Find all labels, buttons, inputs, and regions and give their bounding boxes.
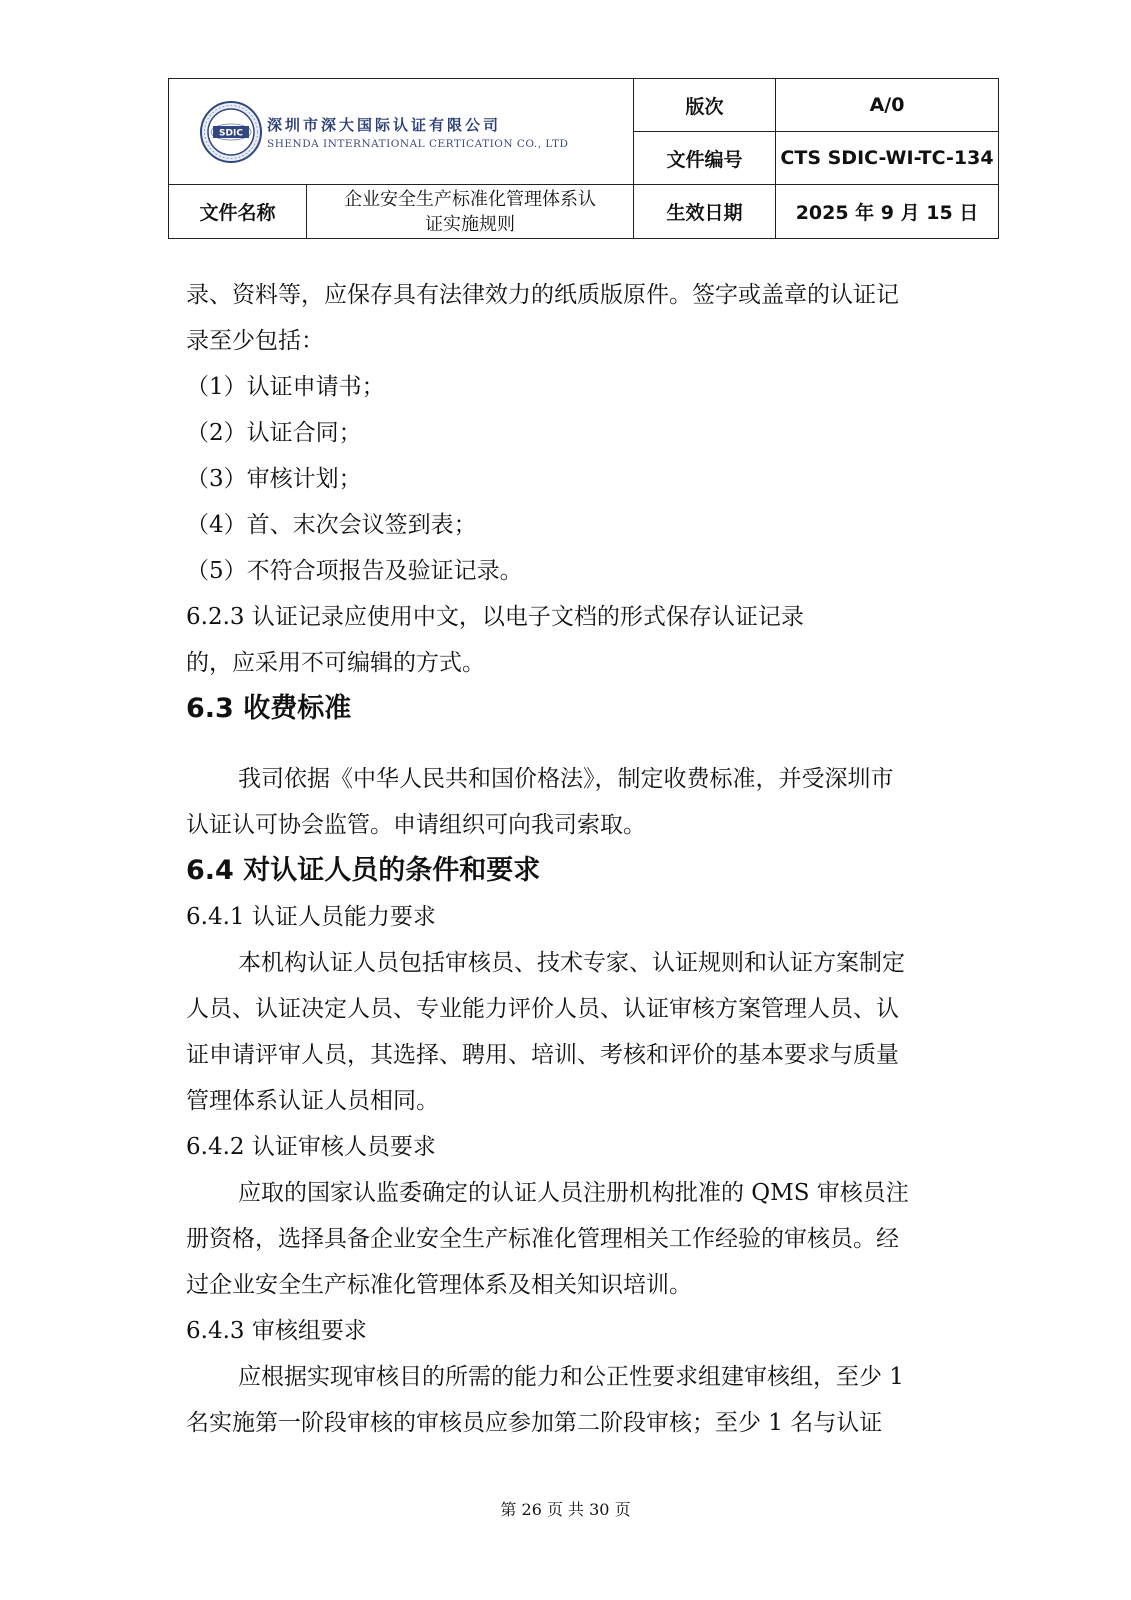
paragraph-line: 册资格，选择具备企业安全生产标准化管理相关工作经验的审核员。经 [186,1226,899,1252]
document-name-label: 文件名称 [169,185,307,239]
clause-6-4-3-title: 6.4.3 审核组要求 [186,1318,367,1344]
document-body [186,272,986,1446]
paragraph-line: 管理体系认证人员相同。 [186,1088,439,1114]
paragraph-line: 我司依据《中华人民共和国价格法》，制定收费标准，并受深圳市 [238,766,894,792]
paragraph-line: 录、资料等，应保存具有法律效力的纸质版原件。签字或盖章的认证记 [186,282,899,308]
paragraph-line: 录至少包括： [186,328,324,354]
list-item: （2）认证合同； [186,420,362,446]
list-item: （5）不符合项报告及验证记录。 [186,558,523,584]
paragraph-line: 本机构认证人员包括审核员、技术专家、认证规则和认证方案制定 [238,950,905,976]
effective-date-label: 生效日期 [634,185,776,239]
clause-6-2-3-line1: 6.2.3 认证记录应使用中文，以电子文档的形式保存认证记录 [186,604,804,630]
logo-text: SDIC [219,128,243,138]
list-item: （3）审核计划； [186,466,362,492]
list-item: （1）认证申请书； [186,374,385,400]
paragraph-line: 名实施第一阶段审核的审核员应参加第二阶段审核；至少 1 名与认证 [186,1410,883,1436]
document-name-value [307,185,634,239]
company-name-cn: 深圳市深大国际认证有限公司 [267,115,502,134]
clause-6-4-1-title: 6.4.1 认证人员能力要求 [186,904,436,930]
effective-date-value: 2025 年 9 月 15 日 [776,185,999,239]
document-header-table [168,78,999,239]
paragraph-line: 过企业安全生产标准化管理体系及相关知识培训。 [186,1272,692,1298]
list-item: （4）首、末次会议签到表； [186,512,477,538]
document-name-line2: 证实施规则 [425,213,515,235]
clause-6-4-2-title: 6.4.2 认证审核人员要求 [186,1134,436,1160]
company-name-en: SHENDA INTERNATIONAL CERTICATION CO., LTD [267,137,569,150]
company-logo-cell [169,79,634,185]
clause-6-2-3-line2: 的，应采用不可编辑的方式。 [186,650,485,676]
paragraph-line: 人员、认证决定人员、专业能力评价人员、认证审核方案管理人员、认 [186,996,899,1022]
document-number-value: CTS SDIC-WI-TC-134 [776,132,999,185]
paragraph-line: 证申请评审人员，其选择、聘用、培训、考核和评价的基本要求与质量 [186,1042,899,1068]
page-number: 第 26 页 共 30 页 [500,1500,631,1519]
document-number-label: 文件编号 [634,132,776,185]
company-seal-logo [199,100,263,164]
paragraph-line: 应取的国家认监委确定的认证人员注册机构批准的 QMS 审核员注 [238,1180,909,1206]
paragraph-line: 认证认可协会监管。申请组织可向我司索取。 [186,812,646,838]
section-heading-6-3: 6.3 收费标准 [186,693,352,724]
version-value: A/0 [776,79,999,132]
version-label: 版次 [634,79,776,132]
document-name-line1: 企业安全生产标准化管理体系认 [344,188,596,210]
paragraph-line: 应根据实现审核目的所需的能力和公正性要求组建审核组，至少 1 [238,1364,904,1390]
section-heading-6-4: 6.4 对认证人员的条件和要求 [186,855,541,886]
